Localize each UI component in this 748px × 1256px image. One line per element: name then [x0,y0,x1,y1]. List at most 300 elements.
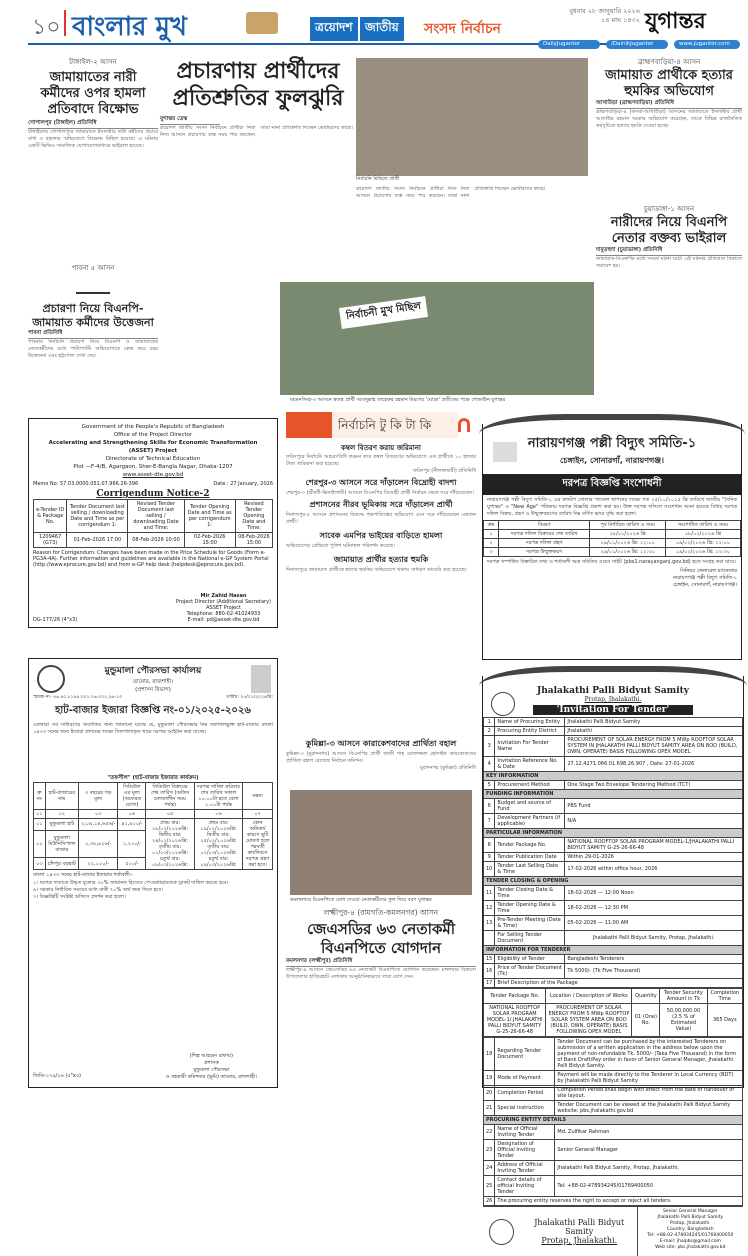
th: বিবরণ [499,521,590,530]
kicker: লক্ষ্মীপুর-৪ (রামগতি-কমলনগর) আসন [323,908,439,917]
item-body: ফরিদপুরে নির্বাচনি আচরণবিধি লঙ্ঘন করে কম্বল বিতরণের অভিযোগে এক প্রার্থীকে ১০ হাজার টাকা জরিমানা করা হয়েছে। [286,454,476,467]
mundumala-lease-ad [28,658,278,1088]
td: প্রথম বার: ১৮/০২/২০২৬খ্রি: দ্বিতীয় বার: ২৪/০২/২০২৬খ্রি: তৃতীয় বার: ০১/০৩/২০২৬খ্রি: চতুর্থ বার: ০৮/০৩/২০২৬খ্রি: [146,819,194,870]
td: Contact details of official Inviting Tender [495,1176,555,1197]
td: ৩ [484,548,499,557]
td: ০৩ [34,858,46,870]
td: ০১ [34,810,46,819]
ad-location: তানোর, রাজশাহী। [132,679,174,685]
narayanganj-table [483,520,741,557]
td: 26 [484,1197,495,1206]
th: Location / Description of Works [546,989,632,1004]
td: 11 [484,886,495,901]
newspaper-logo: যুগান্তর [645,8,706,34]
signature-block [483,568,741,589]
date: 18-02-2026 [567,890,597,896]
article-lakshmipur [286,908,476,1087]
signature-block [166,1053,257,1081]
th: e-Tender ID & Package No. [34,500,67,533]
pbs-seal-icon [489,1219,514,1245]
td: Tender Document can be viewed at the Jhalakathi Palli Bidyut Samity website: pbs.jhalakathi.gov.bd [555,1101,743,1116]
signer-org: ASSET Project [206,605,241,611]
narayanganj-tender-ad [482,424,742,660]
th: মন্তব্য [243,783,273,810]
totaki-list [286,442,476,574]
section-row: TENDER CLOSING & OPENING [484,877,743,886]
td: ০৪ [118,810,146,819]
logo-icon [251,665,271,693]
item-credit: মুরাদনগর (কুমিল্লা) প্রতিনিধি [420,765,476,771]
td: ০৩ [79,810,118,819]
section-row: FUNDING INFORMATION [484,790,743,799]
td: ২,০৯,১৪,৬৫৬/- [79,819,118,831]
election-banner-2: জাতীয় [360,17,404,41]
td: 50,00,000.00 (2.5 % of Estimated Value) [660,1004,707,1037]
corrigendum-table [33,499,273,548]
corrigendum-title: Corrigendum Notice-2 [96,489,210,499]
td: Invitation For Tender Name [495,736,565,757]
signer-org: নারায়ণগঞ্জ পল্লী বিদ্যুৎ সমিতি-১ [672,575,737,581]
banner-in-photo: নির্বাচনী মুখ মিছিল [339,296,428,329]
time: 12:30 PM [604,905,628,911]
article-pabna [28,262,158,439]
td: N/A [565,814,743,829]
headline: জামায়াতের নারী কর্মীদের ওপর হামলা প্রতিবাদে বিক্ষোভ [40,70,146,117]
td: Tender Closing Date & Time [495,886,565,901]
ad-address: Plot —F-4/B, Agargaon, Sher-E-Bangla Nagar, Dhaka-1207 [73,464,233,470]
td: মুন্ডুমালা মিউনিসিপ্যাল বাজার [45,830,78,857]
td: 3 [484,736,495,757]
td: For Selling Tender Document [495,931,565,946]
signer-loc: চেঙ্গাইন, সোনারগাঁ, নারায়ণগঞ্জ। [672,582,737,588]
td: ২৯/০১/২০২৬ খ্রি: ১২:০০ [590,539,666,548]
magnet-icon [458,418,470,432]
signer-title: Project Director (Additional Secretary) [175,599,271,605]
article-body: পাবনায় নির্বাচনি প্রচারণা নিয়ে বিএনপি ও জামায়াতের নেতাকর্মীদের মধ্যে পাল্টাপাল্টি অভিযোগকে কেন্দ্র করে চরম উত্তেজনা এবং হট্টগোল দেখা দেয়। [28,339,158,359]
td: Tender Document can be purchased by the interested Tenderers on submission of a written application in the address below upon the payment of non-refundable Tk. 5000/- (Taka Five Thousand) in the form of Bank Draft/Pay order in favor of Senior General Manager, Jhalakathi Palli Bidyut Samity. [555,1038,743,1071]
page-number: ১০ [32,15,61,40]
memo-date: তারিখ: ২৫/০১/২০২৬খ্রি: [226,695,273,700]
th: ৩ বছরের গড় মূল্য [79,783,118,810]
td: PROCUREMENT OF SOLAR ENERGY FROM 5 MWp ROOFTOP SOLAR SYSTEM AREA ON BOO (BUILD, OWN, OPERATE) BASIS FOLLOWING OPEX MODEL [546,1004,632,1037]
photo-credit: যুগান্তর [491,397,506,403]
signer-title: প্রশাসক [203,1060,219,1066]
td: ২৮/০১/২০২৬ খ্রি [590,530,666,539]
arch-decoration [479,414,745,434]
td: ২২,১০০/- [79,858,118,870]
td: কোন অনিবার্য কারণে ছুটি ঘোষণা হলে পরবর্তী কার্যদিবসে দরপত্র গ্রহণ করা হবে। [243,819,273,870]
building-icon [286,412,332,438]
td: 21 [484,1101,495,1116]
td: 02-Feb-2026 15:00 [184,533,235,548]
th: Tender Security Amount in Tk [660,989,707,1004]
th: Tender Package No. [484,989,546,1004]
byline: দামুড়হুদা (চুয়াডাঙ্গা) প্রতিনিধি [596,247,742,256]
td: Tender Package No. [495,838,565,853]
footer-loc: Protap, Jhalakathi. [541,1236,618,1245]
td: Address of Official Inviting Tender [495,1161,555,1176]
td: Invitation Reference No. & Date [495,757,565,772]
td: Price of Tender Document (Tk) [495,964,565,979]
td: চাঁদপুর বড়হাট [45,858,78,870]
social-facebook-link[interactable]: DailyJugantor [538,40,600,49]
td: 17-02-2026 within office hour, 2026 [565,862,743,877]
td: 01-Feb-2026 17:00 [67,533,128,548]
signer-org: মুন্ডুমালা পৌরসভা [193,1067,230,1073]
contact-block [638,1207,743,1256]
ad-banner: দরপত্র বিজ্ঞপ্তি সংশোধনী [483,474,741,495]
td: প্রথম বার: ১৯/০২/২০২৬খ্রি: দ্বিতীয় বার: ২৫/০২/২০২৬খ্রি: তৃতীয় বার: ০২/০৩/২০২৬খ্রি: চতুর্থ বার: ০৯/০৩/২০২৬খ্রি: [194,819,242,870]
td: Name of Official Inviting Tender [495,1125,555,1140]
item-headline: কম্বল বিতরণ করায় জরিমানা [341,444,421,452]
item-credit: ফরিদপুর (নীলফামারী) প্রতিনিধি [413,468,476,474]
td: 08-Feb-2026 15:00 [235,533,272,548]
signer: সিনিয়র জেনারেল ম্যানেজার [680,568,737,574]
date-bangla: ১৪ মাঘ ১৪৩২ [601,16,640,24]
td: ২ [484,539,499,548]
th: হাট-বাজারের নাম [45,783,78,810]
signer-extra: ও সহকারী কমিশনার (ভূমি) তানোর, রাজশাহী। [165,1074,257,1080]
memo-no: Memo No: 57.03.0000.051.07.966.26-396 [33,481,139,487]
signature-block [176,593,271,623]
date-gregorian: বুধবার ২৮ জানুয়ারি ২০২৬ [569,7,640,15]
td: 16 [484,964,495,979]
jhalakathi-table: 1 Name of Procuring Entity Jhalakathi Palli Bidyut Samity 2 Procuring Entity District Jhalakathi 3 Invitation For Tender Name PROCUREMENT OF SOLAR ENERGY FROM 5 MWp ROOFTOP SOLAR SYSTEM IN JHALAKATHI PALLI BIDYUT SAMITY AREA ON BOO (BUILD, OWN, OPERATE) BASIS FOLLOWING OPEX MODEL 4 Invitation Reference No. & Date 27.12.4271.066.01.698.26.907 , Date: 27-01-2026 KEY INFORMATION 5 Procurement Method One Stage Two Envelope Tendering Method (TCT) FUNDING INFORMATION 6 Budget and source of Fund PBS Fund 7 Development Partners (if applicable) N/A PARTICULAR INFORMATION 8 Tender Package No. NATIONAL ROOFTOP SOLAR PROGRAM MODEL-1/JHALAKATHI PALLI BIDYUT SAMITY G-25-26-66-48 9 Tender Publication Date Within 29-01-2026 10 Tender Last Selling Date & Time 17-02-2026 within office hour, 2026 TENDER CLOSING & OPENING 11 Tender Closing Date & Time 18-02-2026 — 12:00 Noon 12 Tender Opening Date & Time 18-02-2026 — 12:30 PM 13 Pre-Tender Meeting (Date & Time) 05-02-2026 — 11:00 AM For Selling Tender Document Jhalakathi Palli Bidyut Samity, Protap, Jhalakathi. INFORMATION FOR TENDERER 15 Eligibility of Tender Bangladeshi Tenderers 16 Price of Tender Document (Tk) Tk 5000/- (Tk Five Thousand) 17 Brief Description of the Package [483,717,743,988]
td: 01 (One) No. [632,1004,660,1037]
td: Development Partners (if applicable) [495,814,565,829]
contact-line: E-mail: jhalpbs@gmail.com [659,1239,721,1244]
td: Special Instruction [495,1101,555,1116]
kicker: টাঙ্গাইল-২ আসন [69,58,117,66]
item-body: কুমিল্লা-৩ (মুরাদনগর) আসনে বিএনপির প্রার্থী কাজী শাহ মোফাজ্জল হোসাইন কায়কোবাদের প্রার্থিতা বহাল রেখেছে নির্বাচন কমিশন। [286,751,476,764]
ad-dept: (প্রশাসন বিভাগ) [135,687,171,693]
td: Pre-Tender Meeting (Date & Time) [495,916,565,931]
td: 9 [484,853,495,862]
td: 365 Days [707,1004,742,1037]
section-title: বাংলার মুখ [72,12,187,42]
pbs-seal-icon [491,692,515,716]
headline: প্রচারণা নিয়ে বিএনপি-জামায়াত কর্মীদের উত্তেজনা [32,302,154,329]
td: দরপত্র উন্মুক্তকরণ [499,548,590,557]
terms-title: বাংলা ১৪৩৩ সনের হাট-বাজার ইজারার শর্তাবলী:- [33,872,134,878]
td: ১,২০০/- [118,830,146,857]
signer: (শিল্প আহমেদ রাফায়) [189,1053,233,1059]
ad-project: Accelerating and Strengthening Skills for Economic Transformation [48,440,258,446]
photo-caption: নির্বাচনি মিছিলে প্রার্থী [356,176,400,182]
jhalakathi-tender-ad [482,676,744,1250]
contact-line: Web site: pbs.jhalakathi.gov.bd [655,1245,726,1250]
schedule-title: "তফসীল" (হাট-বাজার ইজারার কার্যক্রম) [107,775,199,781]
th: Tender Opening Date and Time as per corrigendum 1: [184,500,235,533]
td: One Stage Two Envelope Tendering Method (TCT) [565,781,743,790]
td: Completion Period [495,1086,555,1101]
page-header [0,0,748,48]
date: 05-02-2026 [567,920,597,926]
lease-table [33,782,273,870]
headline: জামায়াত প্রার্থীকে হত্যার হুমকির অভিযোগ [605,68,733,99]
byline: যুগান্তর ডেস্ক [160,116,220,125]
item-headline: সাবেক এমপির ভাইয়ের বাড়িতে হামলা [319,531,443,540]
th: সিডিউল এর মূল্য (অফেরত যোগ্য) [118,783,146,810]
th: Quantity [632,989,660,1004]
td: Procurement Method [495,781,565,790]
td: 8 [484,838,495,853]
td: Regarding Tender Document [495,1038,555,1071]
section-row: INFORMATION FOR TENDERER [484,946,743,955]
signer: Mir Zahid Hasan [200,593,247,599]
td: PROCUREMENT OF SOLAR ENERGY FROM 5 MWp ROOFTOP SOLAR SYSTEM IN JHALAKATHI PALLI BIDYUT SAMITY AREA ON BOO (BUILD, OWN, OPERATE) BASIS FOLLOWING OPEX MODEL [565,736,743,757]
term: ১। দরপত্র দাতাকে উদ্ধৃত মূল্যের ৩০% জামানত হিসেবে পে-অর্ডার/ব্যাংক ড্রাফট দাখিল করতে হবে। [33,880,229,886]
td: Mode of Payment [495,1071,555,1086]
ad-banner: 'Invitation For Tender' [533,705,693,715]
td: Budget and source of Fund [495,799,565,814]
divider [64,10,66,36]
byline: গোপালপুর (টাঙ্গাইল) প্রতিনিধি [28,120,158,129]
ad-org: নারায়ণগঞ্জ পল্লী বিদ্যুৎ সমিতি-১ [527,436,697,451]
th: সংশোধিত তারিখ ও সময় [665,521,740,530]
term: ৭। বিজ্ঞপ্তিটি সংশ্লিষ্ট অফিসে প্রদর্শন করা হলো। [33,894,126,900]
td: Procuring Entity District [495,727,565,736]
td: Bangladeshi Tenderers [565,955,743,964]
td: 5 [484,781,495,790]
ad-note: দরপত্র সম্পর্কিত বিস্তারিত তথ্য ও শর্তাবলী অত্র সমিতির ওয়েব সাইট (pbs1.narayanganj.gov.bd) হতে সংগ্রহ করা যাবে। [487,559,736,565]
photo-joining [290,790,472,895]
td: 7 [484,814,495,829]
td: NATIONAL ROOFTOP SOLAR PROGRAM MODEL-1/ JHALAKATHI PALLI BIDYUT SAMITY G-25-26-66-48 [484,1004,546,1037]
byline: পাবনা প্রতিনিধি [28,330,158,339]
td: Brief Description of the Package [495,979,743,988]
td: The procuring entity reserves the right to accept or reject all tenders. [495,1197,743,1206]
article-body: জামায়াত-বিএনপির মধ্যে সংঘর্ষ ঘটনা ঘটে। এই ঘটনার প্রতিবাদে বিকালে সমাবেশ হয়। [596,256,742,269]
td: ৪১,৯০০/- [118,819,146,831]
td: Tender Publication Date [495,853,565,862]
photo-credit: যুগান্তর [417,897,432,903]
td: ০২ [34,830,46,857]
municipality-seal-icon [37,665,65,693]
td: ০৫ [146,810,194,819]
election-banner-1: ত্রয়োদশ [310,17,358,41]
photo-showdown [280,282,594,395]
article-brahmanbaria [596,56,742,416]
article-body: লক্ষ্মীপুর-৪ আসনে জেএসডির ৬৩ নেতাকর্মী বিএনপিতে যোগদান করেছেন। মঙ্গলবার বিকালে উপজেলার হাজিরহাট এলাকায় আনুষ্ঠানিকভাবে তারা যোগ দেন। [286,967,476,980]
ad-body: নারায়ণগঞ্জ পল্লী বিদ্যুৎ সমিতি-১ এর রুফটপ সোলার প্যানেল স্থাপনের লক্ষ্যে গত ২৫/১০/২০২৫ খ্রি তারিখে জাতীয় "দৈনিক যুগান্তর" ও "New Age" পত্রিকায় দরপত্র বিজ্ঞপ্তি প্রকাশ করা হয়। উক্ত দরপত্র দলিলে সংশোধন আনা হয়েছে বিধায় দরপত্র দলিল বিক্রয়, গ্রহণ ও উন্মুক্তকরণের তারিখ নিম্ন বর্ণিত ভাবে বৃদ্ধি করা হলো। [487,497,737,517]
td: PBS Fund [565,799,743,814]
ad-org: Jhalakathi Palli Bidyut Samity [537,686,689,696]
section-row: PROCURING ENTITY DETAILS [484,1116,743,1125]
headline: জেএসডির ৬৩ নেতাকর্মী বিএনপিতে যোগদান [306,920,456,957]
td: ০৬ [194,810,242,819]
td: দরপত্র দলিল বিক্রয়ের শেষ তারিখ [499,530,590,539]
ad-text: Government of the People's Republic of Bangladesh [81,424,225,430]
td: ০৭ [243,810,273,819]
phone: Telephone: 880-02-41024933 [186,611,261,617]
time: 12:00 Noon [604,890,634,896]
th: Completion Time [707,989,742,1004]
item-headline: জামায়াত প্রার্থীর হত্যার হুমকি [333,555,429,564]
td: ০১ [34,819,46,831]
td: Jhalakathi Palli Bidyut Samity [565,718,743,727]
main-headline: প্রচারণায় প্রার্থীদের প্রতিশ্রুতির ফুলঝুরি [172,59,344,111]
td: 2 [484,727,495,736]
td: Eligibility of Tender [495,955,565,964]
td: Jhalakathi Palli Bidyut Samity, Protap, Jhalakathi. [565,931,743,946]
td: 15 [484,955,495,964]
td: 13 [484,916,495,931]
term: ৬। সরকার নির্ধারিত সময়ের মধ্যে বাকী ৭০% অর্থ জমা দিতে হবে। [33,887,163,893]
footer-org: Jhalakathi Palli Bidyut Samity [534,1218,625,1236]
contact-line: Senior General Manager [662,1209,718,1214]
item-headline: কুমিল্লা-৩ আসনে কারাকেশবাদের প্রার্থিতা বহাল [305,739,457,748]
td: Tender Last Selling Date & Time [495,862,565,877]
ad-project: (ASSET) Project [128,448,178,454]
item-body: শেরপুর-৩ (শ্রীবর্দী-ঝিনাইগাতী) আসনে বিএনপির বিদ্রোহী প্রার্থী নির্বাচন থেকে সরে দাঁড়িয়েছেন। [286,490,474,496]
td: 25 [484,1176,495,1197]
ad-location: Protap, Jhalakathi. [584,696,642,703]
td: 1 [484,718,495,727]
ad-headline: হাট-বাজার ইজারা বিজ্ঞপ্তি নং-০১/২০২৫-২০২৬ [55,705,251,716]
section-row: KEY INFORMATION [484,772,743,781]
item-headline: প্রশাসনের নীরব ভূমিকায় সরে দাঁড়ালেন প্রার্থী [309,500,453,509]
item-body: দিনাজপুর-৫ আসনে প্রশাসনের বিরুদ্ধে পক্ষপাতিত্বের অভিযোগ এনে সরে দাঁড়িয়েছেন একজন প্রার্থী। [286,512,476,525]
article-body: ব্রাহ্মণবাড়িয়া-৪ (কসবা-আখাউড়া) আসনের জামায়াতে ইসলামীর প্রার্থী আতাউর রহমান সরকার অভিযোগ করেছেন, তাকে বিভিন্ন রাজনৈতিক কর্মসূচিতে হত্যার হুমকি দেওয়া হচ্ছে। [596,109,742,129]
asset-corrigendum-ad [28,418,278,628]
ad-text: Office of the Project Director [113,432,193,438]
td: 18 [484,1038,495,1071]
article-tangail [28,56,158,279]
caption-text: কমলনগরে বিএনপিতে যোগ দেওয়া নেতাকর্মীদের ফুল দিয়ে বরণ [290,897,417,903]
website-link[interactable]: www.jugantor.com [674,40,740,49]
td: 27.12.4271.066.01.698.26.907 , Date: 27-01-2026 [565,757,743,772]
td: ২৯/০১/২০২৬ খ্রি: ১২:৩০ [590,548,666,557]
photo-caption [290,897,472,905]
ad-title: মুন্ডুমালা পৌরসভা কার্যালয় [104,666,202,676]
td: Payment will be made directly to the Tenderer in Local Currency (BDT) by Jhalakathi Palli Bidyut Samity [555,1071,743,1086]
td: 24 [484,1161,495,1176]
td: ১ [484,530,499,539]
byline: আখাউড়া (ব্রাহ্মণবাড়িয়া) প্রতিনিধি [596,100,742,109]
td: 08-Feb-2026 10:00 [128,533,184,548]
website-link[interactable]: www.asset-dte.gov.bd [122,472,184,478]
ad-ref: জিডি-১৭৯/২৬ (৫"x৩) [33,1073,81,1079]
photo-caption [290,397,590,405]
td: 19 [484,1071,495,1086]
td: 10 [484,862,495,877]
td: ০৯/০২/২০২৬ খ্রি: ১২:৩০ [665,548,740,557]
item-body: দিনাজপুরে জামায়াত প্রার্থীকে হত্যার হুমকির অভিযোগে থানায় সাধারণ ডায়েরি করা হয়েছে। [286,567,467,573]
scales-icon [76,272,110,294]
kicker: পাবনা ৫ আসন [71,264,115,272]
td: Within 29-01-2026 [565,853,743,862]
section-row: PARTICULAR INFORMATION [484,829,743,838]
date: 18-02-2026 [567,905,597,911]
memo-date: Date : 27 January, 2026 [213,481,273,487]
td: ৫০০/- [118,858,146,870]
td: 1209467 (G73) [34,533,67,548]
td: Name of Procuring Entity [495,718,565,727]
th: পূর্ব নির্ধারিত তারিখ ও সময় [590,521,666,530]
td: 23 [484,1140,495,1161]
reason: Reason for Corrigendum: Changes have been made in the Price Schedule for Goods (Form e-PG3A-4A). Further information and guidelines are available in the National e-GP System Portal (http://www.eprocure.gov.bd) and from e-GP help desk (helpdesk@eprocure.gov.bd). [33,550,269,568]
parliament-icon [246,12,278,34]
th: ক্র নং [34,783,46,810]
td: Jhalakathi Palli Bidyut Samity, Protap, Jhalakathi. [555,1161,743,1176]
td: মুন্ডুমালা হাট [45,819,78,831]
item-body: অভিযোগের প্রেক্ষিতে পুলিশ ঘটনাস্থল পরিদর্শন করেছে। [286,543,395,549]
th: Tender Document last selling / downloading Date and Time as per corrigendum 1: [67,500,128,533]
td: Tender Opening Date & Time [495,901,565,916]
article-body: ত্রয়োদশ জাতীয় সংসদ নির্বাচনে প্রার্থীরা নিজ নিজ আসনে প্রচারণায় ব্যস্ত সময় পার করছেন। তারা নানা প্রতিশ্রুতি দিচ্ছেন ভোটারদের কাছে। [160,125,353,138]
td: 17 [484,979,495,988]
td: 20 [484,1086,495,1101]
th: Revised Tender Document last selling / downloading Date and Time: [128,500,184,533]
ad-ref: DG-177/26 (4"x3) [33,617,78,623]
totaki-title: নির্বাচনি টু কি টা কি [332,412,458,438]
td: Completion Period shall begin with effect from the date of handover of site layout. [555,1086,743,1101]
totaki-comilla [286,738,476,772]
td: Tk 5000/- (Tk Five Thousand) [565,964,743,979]
email: E-mail: pd@asset-dte.gov.bd [187,617,260,623]
package-table [483,988,743,1037]
item-headline: শেরপুর-৩ আসনে সরে দাঁড়ালেন বিদ্রোহী বাদশা [305,478,457,487]
td: Jhalakathi [565,727,743,736]
arch-decoration [479,666,747,686]
ad-intro: এতদ্বারা সর্ব সাধারণের অবগতির জন্য জানানো যাচ্ছে যে, মুন্ডুমালা পৌরসভার নিম্ন তফসিলভুক্ত হাট-বাজার বাংলা ১৪৩৩ সনের জন্য ইজারা প্রদানের লক্ষ্যে সিলগালাকৃত খামে দরপত্র আহ্বান করা যাচ্ছে। [33,722,273,735]
jhalakathi-footer [483,1206,743,1256]
th: ক্রম [484,521,499,530]
th: সিডিউল বিক্রয়ের শেষ তারিখ (অফিস চলাকালীন সময় পর্যন্ত) [146,783,194,810]
th: দরপত্র দাখিল করিবার শেষ তারিখ সকাল ১০.০০টা হতে বেলা ১.০০টা পর্যন্ত [194,783,242,810]
td: ০২ [45,810,78,819]
td: Md. Zulfikar Rahman [555,1125,743,1140]
contact-line: Protap, Jhalakathi. [669,1221,711,1226]
time: 11:00 AM [604,920,629,926]
totaki-header [286,412,476,438]
kicker: ব্রাহ্মণবাড়িয়া-৪ আসন [637,58,701,66]
td: দরপত্র দলিল গ্রহণ [499,539,590,548]
kicker: চুয়াডাঙ্গা-১ আসন [643,205,695,213]
td: 6 [484,799,495,814]
td: Tel: +88-02-478934245/01769400050 [555,1176,743,1197]
article-body-cont: ত্রয়োদশ জাতীয় সংসদ নির্বাচনে প্রার্থীরা নিজ নিজ আসনে প্রচারণায় ব্যস্ত সময় পার করছেন। তারা নানা প্রতিশ্রুতি দিচ্ছেন ভোটারদের কাছে। [356,186,546,199]
article-body: টাঙ্গাইলের গোপালপুরে জামায়াতে ইসলামীর নারী কর্মীদের প্রচারে বাধা ও হামলার অভিযোগে বিক্ষোভ মিছিল হয়েছে। এ ঘটনায় একটি ভিডিও সামাজিক যোগাযোগমাধ্যমে ভাইরাল হয়েছে। [28,129,158,149]
td: Senior General Manager [555,1140,743,1161]
td: ০৮/০২/২০২৬ খ্রি [665,530,740,539]
memo-no: স্মারক নং- ৪৬.৪০.৮১৯৪.০০২.০৬.০০২.২৬-১৩ [33,695,122,700]
election-banner-3: সংসদ নির্বাচন [424,21,501,37]
pbs-logo-icon [493,442,517,462]
contact-line: Country: Bangladesh [666,1227,714,1232]
td: Designation of Official Inviting Tender [495,1140,555,1161]
social-x-link[interactable]: /DainikJugantor [606,40,668,49]
byline: কমলনগর (লক্ষ্মীপুর) প্রতিনিধি [286,958,476,967]
td: NATIONAL ROOFTOP SOLAR PROGRAM MODEL-1/JHALAKATHI PALLI BIDYUT SAMITY G-25-26-66-48 [565,838,743,853]
headline: নারীদের নিয়ে বিএনপি নেতার বক্তব্য ভাইরাল [610,215,728,246]
jhalakathi-table-2 [483,1037,743,1206]
ad-location: চেঙ্গাইন, সোনারগাঁ, নারায়ণগঞ্জ। [560,456,664,465]
caption-text: ময়মনসিংহ-৩ আসনে স্বতন্ত্র প্রার্থী আবদুল্লাহ তাহেরুর রহমান মিরণের 'ঘোড়া' প্রতীকের পক্ষে শোডাউন [290,397,490,403]
contact-line: Jhalakathi Palli Bidyut Samity [657,1215,724,1220]
th: Revised Tender Opening Date and Time: [235,500,272,533]
td: 12 [484,901,495,916]
ad-text: Directorate of Technical Education [105,456,201,462]
td: 4 [484,757,495,772]
td: 22 [484,1125,495,1140]
contact-line: Tel: +88-02-478934245/01769400050 [647,1233,734,1238]
td: ২,৩৮,৯২৬/- [79,830,118,857]
td: ০৯/০২/২০২৬ খ্রি: ১২:০০ [665,539,740,548]
date [540,7,640,25]
photo-rally [356,58,588,176]
